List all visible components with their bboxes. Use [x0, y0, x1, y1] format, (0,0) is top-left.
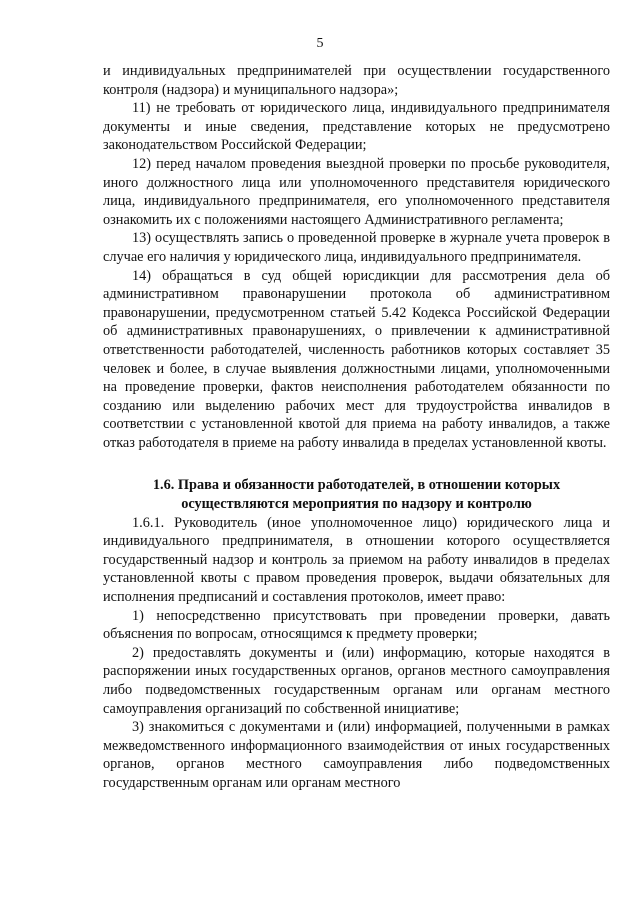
paragraph-item-14: 14) обращаться в суд общей юрисдикции для рассмотрения дела об административном правонарушении протокола об административном правонарушении, предусмотренном статьей 5.42 Кодекса Российской Федерации об административных правонарушениях, о привлечении к административной ответственности работодателей, численность работников которых составляет 35 человек и более, в случае выявления должностными лицами, уполномоченными на проведение проверки, фактов неисполнения работодателем обязанности по созданию или выделению рабочих мест для трудоустройства инвалидов в соответствии с установленной квотой для приема на работу инвалидов, а также отказ работодателя в приеме на работу инвалида в пределах установленной квоты. [103, 267, 610, 451]
section-heading-line-2: осуществляются мероприятия по надзору и контролю [181, 496, 532, 513]
paragraph-item-13: 13) осуществлять запись о проведенной проверке в журнале учета проверок в случае его наличия у юридического лица, индивидуального предпринимателя. [103, 230, 610, 265]
paragraph-continuation: и индивидуальных предпринимателей при осуществлении государственного контроля (надзора) и муниципального надзора»; [103, 63, 610, 98]
page-number: 5 [316, 36, 324, 51]
paragraph-right-2: 2) предоставлять документы и (или) информацию, которые находятся в распоряжении иных государственных органов, органов местного самоуправления либо подведомственных государственным органам или органам местного самоуправления организаций по собственной инициативе; [103, 644, 610, 717]
section-heading-line-1: 1.6. Права и обязанности работодателей, в отношении которых [152, 477, 561, 494]
paragraph-right-3: 3) знакомиться с документами и (или) информацией, полученными в рамках межведомственного информационного взаимодействия от иных государственных органов, органов местного самоуправления либо подведомственных государственным органам или органам местного [103, 719, 610, 791]
paragraph-right-1: 1) непосредственно присутствовать при проведении проверки, давать объяснения по вопросам, относящимся к предмету проверки; [103, 607, 610, 643]
document-body [103, 62, 610, 793]
paragraph-1-6-1: 1.6.1. Руководитель (иное уполномоченное лицо) юридического лица и индивидуального предпринимателя, в отношении которого осуществляется государственный надзор и контроль за приемом на работу инвалидов в пределах установленной квоты с правом проведения проверок, выдачи обязательных для исполнения предписаний и составления протоколов, имеет право: [103, 514, 610, 606]
paragraph-item-12: 12) перед началом проведения выездной проверки по просьбе руководителя, иного должностного лица или уполномоченного представителя юридического лица, индивидуального предпринимателя, его уполномоченного представителя ознакомить их с положениями настоящего Административного регламента; [103, 155, 610, 228]
paragraph-item-11: 11) не требовать от юридического лица, индивидуального предпринимателя документы и иные сведения, представление которых не предусмотрено законодательством Российской Федерации; [103, 100, 610, 154]
section-heading [103, 476, 610, 513]
